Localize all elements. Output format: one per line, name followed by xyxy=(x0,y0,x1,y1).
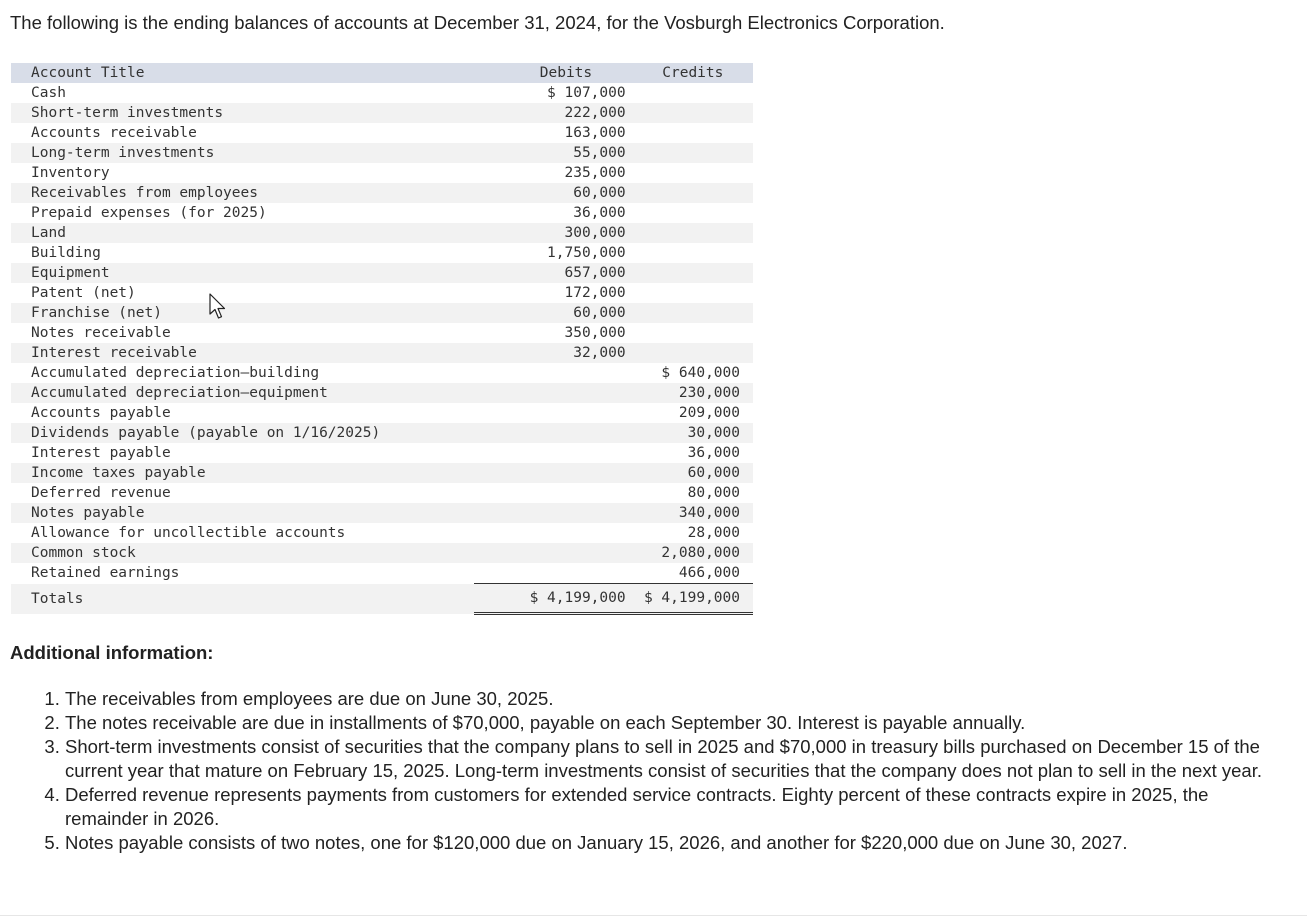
debit-cell xyxy=(474,503,627,523)
debit-cell xyxy=(474,423,627,443)
account-title-cell: Building xyxy=(11,243,474,263)
trial-balance-table xyxy=(11,63,753,615)
credit-cell xyxy=(628,103,753,123)
credit-cell: 30,000 xyxy=(628,423,753,443)
account-title-cell: Common stock xyxy=(11,543,474,563)
totals-label: Totals xyxy=(11,584,474,614)
account-title-cell: Prepaid expenses (for 2025) xyxy=(11,203,474,223)
credit-cell: 80,000 xyxy=(628,483,753,503)
credit-cell: $ 640,000 xyxy=(628,363,753,383)
additional-info-list xyxy=(0,687,1290,855)
debit-cell: $ 107,000 xyxy=(474,83,627,103)
table-row xyxy=(11,343,753,363)
account-title-cell: Income taxes payable xyxy=(11,463,474,483)
debit-cell: 163,000 xyxy=(474,123,627,143)
note-item: 4. Deferred revenue represents payments from customers for extended service contracts. Eighty percent of these contracts expire in 2025, the remainder in 2026. xyxy=(65,783,1290,831)
credit-cell xyxy=(628,283,753,303)
credit-cell xyxy=(628,323,753,343)
account-title-cell: Short-term investments xyxy=(11,103,474,123)
account-title-cell: Franchise (net) xyxy=(11,303,474,323)
debit-cell: 172,000 xyxy=(474,283,627,303)
credit-cell xyxy=(628,83,753,103)
note-item: 2. The notes receivable are due in installments of $70,000, payable on each September 30. Interest is payable annually. xyxy=(65,711,1290,735)
account-title-cell: Inventory xyxy=(11,163,474,183)
account-title-cell: Interest receivable xyxy=(11,343,474,363)
table-row xyxy=(11,523,753,543)
credit-cell: 28,000 xyxy=(628,523,753,543)
table-row xyxy=(11,243,753,263)
account-title-cell: Accounts receivable xyxy=(11,123,474,143)
credit-cell: 230,000 xyxy=(628,383,753,403)
account-title-cell: Long-term investments xyxy=(11,143,474,163)
table-row xyxy=(11,543,753,563)
table-row xyxy=(11,463,753,483)
table-row xyxy=(11,103,753,123)
debit-cell: 222,000 xyxy=(474,103,627,123)
credit-cell xyxy=(628,243,753,263)
table-row xyxy=(11,403,753,423)
debit-cell xyxy=(474,543,627,563)
debit-cell: 60,000 xyxy=(474,183,627,203)
table-row xyxy=(11,83,753,103)
debit-cell: 55,000 xyxy=(474,143,627,163)
account-title-cell: Receivables from employees xyxy=(11,183,474,203)
credit-cell: 36,000 xyxy=(628,443,753,463)
debit-cell: 235,000 xyxy=(474,163,627,183)
table-header-row xyxy=(11,63,753,83)
credit-cell xyxy=(628,263,753,283)
account-title-cell: Cash xyxy=(11,83,474,103)
credit-cell: 340,000 xyxy=(628,503,753,523)
debit-cell: 350,000 xyxy=(474,323,627,343)
mouse-pointer-icon xyxy=(209,293,229,321)
credit-cell xyxy=(628,203,753,223)
credit-cell xyxy=(628,143,753,163)
header-credits: Credits xyxy=(628,63,753,83)
debit-cell: 657,000 xyxy=(474,263,627,283)
credit-cell: 2,080,000 xyxy=(628,543,753,563)
header-account-title: Account Title xyxy=(11,63,474,83)
total-credits: $ 4,199,000 xyxy=(628,584,753,614)
credit-cell: 466,000 xyxy=(628,563,753,584)
account-title-cell: Retained earnings xyxy=(11,563,474,584)
total-debits: $ 4,199,000 xyxy=(474,584,627,614)
totals-row xyxy=(11,584,753,614)
account-title-cell: Land xyxy=(11,223,474,243)
credit-cell xyxy=(628,343,753,363)
table-row xyxy=(11,123,753,143)
account-title-cell: Notes receivable xyxy=(11,323,474,343)
account-title-cell: Equipment xyxy=(11,263,474,283)
account-title-cell: Patent (net) xyxy=(11,283,474,303)
table-row xyxy=(11,283,753,303)
table-row xyxy=(11,363,753,383)
credit-cell xyxy=(628,303,753,323)
table-row xyxy=(11,423,753,443)
account-title-cell: Accounts payable xyxy=(11,403,474,423)
debit-cell: 32,000 xyxy=(474,343,627,363)
credit-cell xyxy=(628,123,753,143)
table-row xyxy=(11,203,753,223)
account-title-cell: Accumulated depreciation—building xyxy=(11,363,474,383)
table-row xyxy=(11,563,753,584)
credit-cell xyxy=(628,223,753,243)
debit-cell xyxy=(474,523,627,543)
account-title-cell: Interest payable xyxy=(11,443,474,463)
account-title-cell: Deferred revenue xyxy=(11,483,474,503)
bottom-divider xyxy=(0,915,1307,916)
note-item: 5. Notes payable consists of two notes, one for $120,000 due on January 15, 2026, and another for $220,000 due on June 30, 2027. xyxy=(65,831,1290,855)
debit-cell xyxy=(474,563,627,584)
table-row xyxy=(11,303,753,323)
table-row xyxy=(11,323,753,343)
debit-cell xyxy=(474,363,627,383)
table-row xyxy=(11,183,753,203)
table-row xyxy=(11,503,753,523)
account-title-cell: Accumulated depreciation—equipment xyxy=(11,383,474,403)
credit-cell xyxy=(628,163,753,183)
table-row xyxy=(11,143,753,163)
additional-info-heading: Additional information: xyxy=(10,642,214,663)
debit-cell xyxy=(474,383,627,403)
debit-cell: 1,750,000 xyxy=(474,243,627,263)
debit-cell xyxy=(474,403,627,423)
account-title-cell: Allowance for uncollectible accounts xyxy=(11,523,474,543)
table-row xyxy=(11,263,753,283)
table-row xyxy=(11,223,753,243)
debit-cell: 300,000 xyxy=(474,223,627,243)
table-row xyxy=(11,163,753,183)
debit-cell xyxy=(474,463,627,483)
debit-cell: 36,000 xyxy=(474,203,627,223)
note-item: 3. Short-term investments consist of securities that the company plans to sell in 2025 and $70,000 in treasury bills purchased on December 15 of the current year that mature on February 15, 2025. Long-term investments consist of securities that the company does not plan to sell in the next year. xyxy=(65,735,1290,783)
header-debits: Debits xyxy=(474,63,627,83)
note-item: 1. The receivables from employees are due on June 30, 2025. xyxy=(65,687,1290,711)
table-row xyxy=(11,443,753,463)
credit-cell: 209,000 xyxy=(628,403,753,423)
table-row xyxy=(11,483,753,503)
debit-cell xyxy=(474,443,627,463)
credit-cell: 60,000 xyxy=(628,463,753,483)
intro-text: The following is the ending balances of accounts at December 31, 2024, for the Vosburgh Electronics Corporation. xyxy=(10,12,945,33)
credit-cell xyxy=(628,183,753,203)
account-title-cell: Notes payable xyxy=(11,503,474,523)
table-row xyxy=(11,383,753,403)
debit-cell: 60,000 xyxy=(474,303,627,323)
account-title-cell: Dividends payable (payable on 1/16/2025) xyxy=(11,423,474,443)
table-body xyxy=(11,83,753,614)
debit-cell xyxy=(474,483,627,503)
